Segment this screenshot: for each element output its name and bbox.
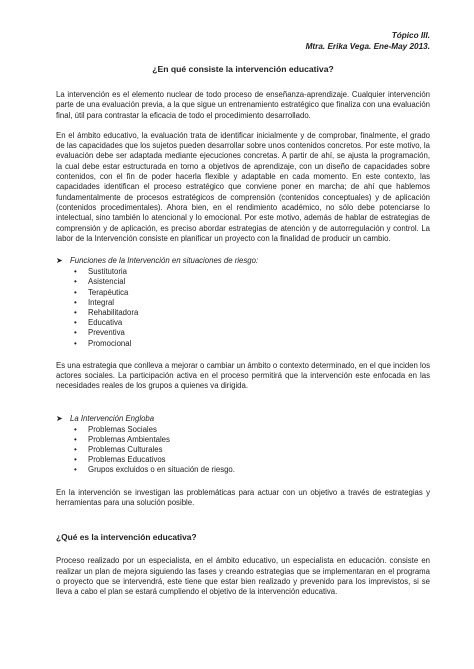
list-item: • Problemas Ambientales	[74, 435, 430, 445]
list-item: • Promocional	[74, 339, 430, 349]
list-item: • Rehabilitadora	[74, 308, 430, 318]
list-item: • Asistencial	[74, 277, 430, 287]
topic-label: Tópico III.	[391, 31, 430, 40]
list-item: • Sustitutoria	[74, 267, 430, 277]
engloba-list	[56, 425, 430, 476]
arrow-bullet-icon: ➤	[56, 256, 63, 266]
paragraph-definition: Proceso realizado por un especialista, en el ámbito educativo, un especialista en educación. consiste en realizar un plan de mejora siguiendo las fases y creando estrategias que se implementaran en el programa o proyecto que se intervendrá, este tiene que estar bien realizado y prevenido para los imprevistos, si se lleva a cabo el plan se estará cumpliendo el objetivo de la intervención educativa.	[56, 556, 430, 597]
paragraph-evaluation: En el ámbito educativo, la evaluación trata de identificar inicialmente y de comprobar, finalmente, el grado de las capacidades que los sujetos pueden desarrollar sobre unos contenidos concretos. Por este motivo, la evaluación debe ser adaptada mediante ejecuciones concretas. A partir de ahí, se ajusta la programación, la cual debe estar estructurada en torno a objetivos de aprendizaje, con un diseño de capacidades sobre contenidos, con el fin de poder hacerla flexible y adaptable en cada momento. En este contexto, las capacidades identifican el proceso estratégico que conviene poner en marcha; de ahí que hablemos fundamentalmente de procesos estratégicos de comprensión (contenidos conceptuales) y de aplicación (contenidos procedimentales). Ahora bien, en el rendimiento académico, no sólo debe potenciarse lo intelectual, sino también lo atencional y lo emocional. Por este motivo, además de hablar de estrategias de comprensión y de aplicación, es preciso abordar estrategias de atención y de autorregulación y control. La labor de la Intervención consiste en planificar un proyecto con la finalidad de producir un cambio.	[56, 130, 430, 243]
engloba-heading	[56, 414, 430, 423]
author-label: Mtra. Erika Vega. Ene-May 2013.	[305, 42, 430, 51]
list-item: • Terapéutica	[74, 288, 430, 298]
list-item: • Problemas Culturales	[74, 445, 430, 455]
list-item: • Integral	[74, 298, 430, 308]
functions-heading	[56, 256, 430, 265]
engloba-heading-text: La Intervención Engloba	[70, 413, 155, 423]
list-item: • Preventiva	[74, 328, 430, 338]
list-item: • Educativa	[74, 318, 430, 328]
section-question-heading: ¿Qué es la intervención educativa?	[56, 532, 197, 543]
document-title: ¿En qué consiste la intervención educativa?	[152, 64, 334, 74]
list-item: • Problemas Educativos	[74, 455, 430, 465]
functions-heading-text: Funciones de la Intervención en situaciones de riesgo:	[70, 256, 259, 266]
arrow-bullet-icon: ➤	[56, 413, 63, 423]
list-item: • Problemas Sociales	[74, 425, 430, 435]
functions-list	[56, 267, 430, 349]
paragraph-investigation: En la intervención se investigan las problemáticas para actuar con un objetivo a través de estrategias y herramientas para una solución posible.	[56, 487, 430, 507]
paragraph-intro: La intervención es el elemento nuclear de todo proceso de enseñanza-aprendizaje. Cualquier intervención parte de una evaluación previa, a la que sigue un entrenamiento estratégico que finaliza con una evaluación final, útil para contrastar la eficacia de todo el procedimiento desarrollado.	[56, 90, 430, 120]
page-header	[56, 30, 430, 52]
paragraph-strategy: Es una estrategia que conlleva a mejorar o cambiar un ámbito o contexto determinado, en el que inciden los actores sociales. La participación activa en el proceso permitirá que la intervención este enfocada en las necesidades reales de los grupos a quienes va dirigida.	[56, 360, 430, 391]
list-item: • Grupos excluidos o en situación de riesgo.	[74, 465, 430, 475]
